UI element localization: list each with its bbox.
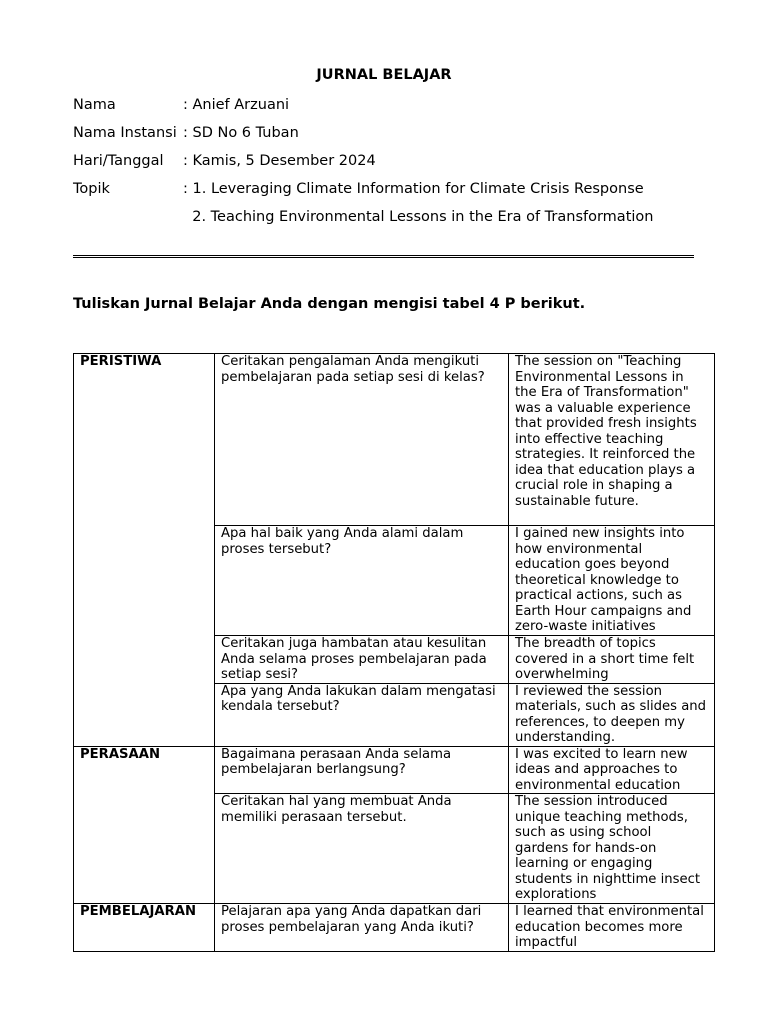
info-label: Nama — [73, 97, 116, 113]
info-label: Topik — [73, 181, 110, 197]
info-label: Nama Instansi — [73, 125, 177, 141]
answer-cell: The breadth of topics covered in a short time felt overwhelming — [509, 636, 715, 684]
info-value: 2. Teaching Environmental Lessons in the Era of Transformation — [183, 209, 654, 225]
answer-cell: I learned that environmental education becomes more impactful — [509, 904, 715, 952]
table-row — [74, 746, 715, 794]
question-cell: Apa yang Anda lakukan dalam mengatasi kendala tersebut? — [215, 683, 509, 746]
info-value: : 1. Leveraging Climate Information for Climate Crisis Response — [183, 181, 644, 197]
question-cell: Ceritakan pengalaman Anda mengikuti pembelajaran pada setiap sesi di kelas? — [215, 354, 509, 526]
answer-cell: I gained new insights into how environmental education goes beyond theoretical knowledge to practical actions, such as Earth Hour campaigns and zero-waste initiatives — [509, 526, 715, 636]
table-row — [74, 904, 715, 952]
answer-cell: I was excited to learn new ideas and approaches to environmental education — [509, 746, 715, 794]
category-cell: PERISTIWA — [74, 354, 215, 747]
page-title: JURNAL BELAJAR — [316, 67, 452, 83]
info-value: : Anief Arzuani — [183, 97, 290, 113]
question-cell: Bagaimana perasaan Anda selama pembelajaran berlangsung? — [215, 746, 509, 794]
info-value: : SD No 6 Tuban — [183, 125, 299, 141]
category-cell: PERASAAN — [74, 746, 215, 904]
answer-cell: I reviewed the session materials, such as slides and references, to deepen my understanding. — [509, 683, 715, 746]
answer-cell: The session on "Teaching Environmental Lessons in the Era of Transformation" was a valuable experience that provided fresh insights into effective teaching strategies. It reinforced the idea that education plays a crucial role in shaping a sustainable future. — [509, 354, 715, 526]
answer-cell: The session introduced unique teaching methods, such as using school gardens for hands-on learning or engaging students in nighttime insect explorations — [509, 794, 715, 904]
info-value: : Kamis, 5 Desember 2024 — [183, 153, 376, 169]
question-cell: Ceritakan hal yang membuat Anda memiliki perasaan tersebut. — [215, 794, 509, 904]
instruction-text: Tuliskan Jurnal Belajar Anda dengan mengisi tabel 4 P berikut. — [73, 296, 586, 312]
category-cell: PEMBELAJARAN — [74, 904, 215, 952]
info-label: Hari/Tanggal — [73, 153, 164, 169]
jurnal-table — [73, 353, 715, 952]
question-cell: Pelajaran apa yang Anda dapatkan dari proses pembelajaran yang Anda ikuti? — [215, 904, 509, 952]
double-divider — [73, 255, 694, 258]
question-cell: Ceritakan juga hambatan atau kesulitan Anda selama proses pembelajaran pada setiap sesi? — [215, 636, 509, 684]
table-row — [74, 354, 715, 526]
question-cell: Apa hal baik yang Anda alami dalam proses tersebut? — [215, 526, 509, 636]
